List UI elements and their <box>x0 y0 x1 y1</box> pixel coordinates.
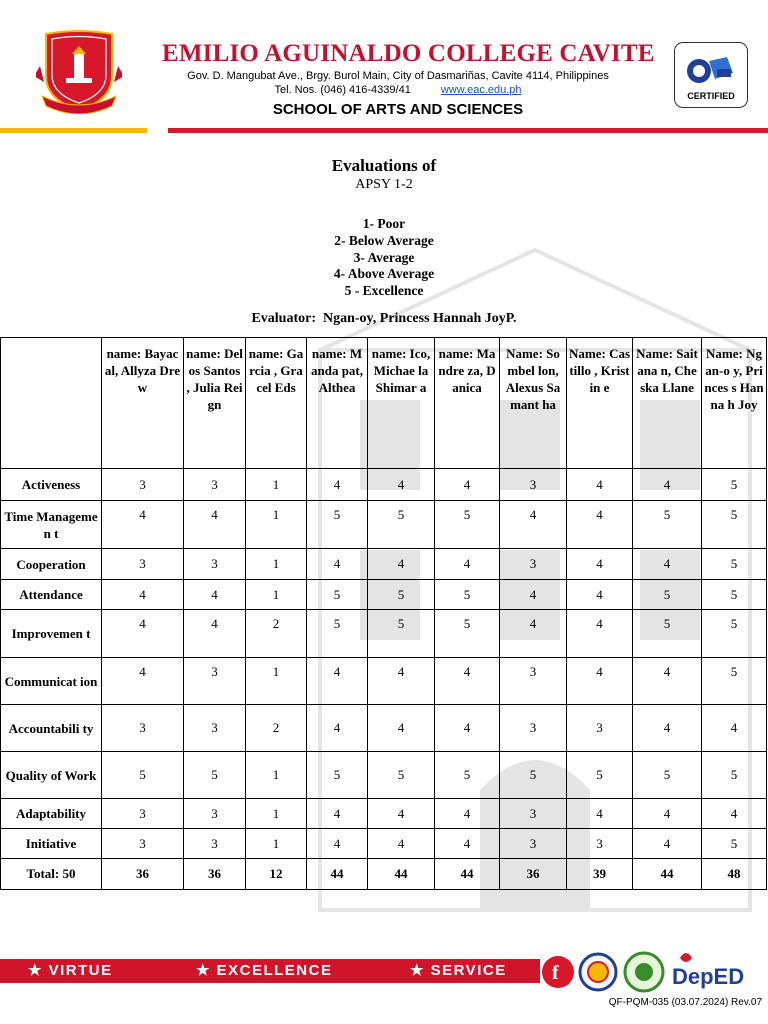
legend-item: 5 - Excellence <box>344 283 424 299</box>
score-cell: 4 <box>102 610 184 658</box>
score-cell: 3 <box>500 469 567 501</box>
government-seal-icon <box>580 954 616 990</box>
student-column-header: name: Mandre za, Danica <box>435 338 500 469</box>
score-cell: 4 <box>567 469 633 501</box>
score-cell: 4 <box>368 658 435 705</box>
value-service: ★ SERVICE <box>410 962 507 979</box>
deped-logo-icon <box>672 953 744 989</box>
score-cell: 4 <box>307 799 368 829</box>
table-row <box>1 658 767 705</box>
value-virtue: ★ VIRTUE <box>28 962 113 979</box>
deped-wordmark: DepED <box>672 964 745 989</box>
score-cell: 4 <box>184 501 246 549</box>
table-row <box>1 610 767 658</box>
score-cell: 3 <box>102 799 184 829</box>
college-seal-logo <box>36 30 122 114</box>
score-cell: 4 <box>435 705 500 752</box>
score-cell: 5 <box>702 580 767 610</box>
score-cell: 3 <box>184 829 246 859</box>
score-cell: 3 <box>500 829 567 859</box>
rating-legend <box>0 216 768 300</box>
score-cell: 3 <box>102 829 184 859</box>
score-cell: 1 <box>246 752 307 799</box>
legend-item: 3- Average <box>353 249 415 265</box>
score-cell: 5 <box>702 658 767 705</box>
score-cell: 3 <box>500 799 567 829</box>
table-row <box>1 580 767 610</box>
score-cell: 3 <box>184 549 246 580</box>
score-cell: 3 <box>184 469 246 501</box>
total-score: 39 <box>567 859 633 890</box>
student-column-header: Name: Saitana n, Cheska Llane <box>633 338 702 469</box>
school-seal-icon <box>625 953 663 991</box>
criterion-label: Improvemen t <box>1 610 102 658</box>
score-cell: 5 <box>633 580 702 610</box>
score-cell: 4 <box>184 580 246 610</box>
total-score: 48 <box>702 859 767 890</box>
college-name: EMILIO AGUINALDO COLLEGE CAVITE <box>162 40 655 67</box>
total-score: 36 <box>500 859 567 890</box>
evaluator-line: Evaluator: Ngan-oy, Princess Hannah JoyP. <box>251 311 517 326</box>
score-cell: 5 <box>702 469 767 501</box>
core-values-bar <box>0 959 540 983</box>
score-cell: 4 <box>567 658 633 705</box>
score-cell: 3 <box>184 799 246 829</box>
score-cell: 3 <box>184 705 246 752</box>
score-cell: 4 <box>435 799 500 829</box>
criterion-label: Communicat ion <box>1 658 102 705</box>
score-cell: 1 <box>246 829 307 859</box>
score-cell: 3 <box>567 829 633 859</box>
table-row <box>1 752 767 799</box>
score-cell: 5 <box>368 610 435 658</box>
score-cell: 4 <box>633 658 702 705</box>
score-cell: 5 <box>307 580 368 610</box>
score-cell: 4 <box>102 580 184 610</box>
certified-label: CERTIFIED <box>687 91 735 101</box>
school-name: SCHOOL OF ARTS AND SCIENCES <box>272 101 524 118</box>
score-cell: 1 <box>246 469 307 501</box>
score-cell: 1 <box>246 799 307 829</box>
total-score: 36 <box>102 859 184 890</box>
score-cell: 4 <box>435 658 500 705</box>
score-cell: 4 <box>500 501 567 549</box>
score-cell: 4 <box>633 705 702 752</box>
student-column-header: Name: Castillo , Kristin e <box>567 338 633 469</box>
legend-item: 1- Poor <box>362 216 406 231</box>
score-cell: 5 <box>702 752 767 799</box>
certified-badge <box>674 42 748 108</box>
score-cell: 5 <box>633 610 702 658</box>
score-cell: 5 <box>184 752 246 799</box>
score-cell: 5 <box>307 501 368 549</box>
score-cell: 1 <box>246 549 307 580</box>
evaluation-table <box>0 337 767 890</box>
score-cell: 5 <box>368 501 435 549</box>
score-cell: 5 <box>368 580 435 610</box>
header-corner-cell <box>1 338 102 469</box>
form-code: QF-PQM-035 (03.07.2024) Rev.07 <box>608 997 762 1008</box>
score-cell: 4 <box>567 610 633 658</box>
table-row <box>1 705 767 752</box>
score-cell: 4 <box>307 705 368 752</box>
table-row <box>1 501 767 549</box>
criterion-label: Adaptability <box>1 799 102 829</box>
eac-f-logo-icon <box>542 956 574 988</box>
score-cell: 4 <box>633 799 702 829</box>
table-row <box>1 829 767 859</box>
total-score: 44 <box>435 859 500 890</box>
table-row <box>1 469 767 501</box>
score-cell: 3 <box>102 469 184 501</box>
student-column-header: name: Bayacal, Allyza Drew <box>102 338 184 469</box>
document-title: Evaluations of <box>331 156 437 175</box>
score-cell: 2 <box>246 705 307 752</box>
score-cell: 5 <box>435 580 500 610</box>
total-label: Total: 50 <box>1 859 102 890</box>
score-cell: 5 <box>368 752 435 799</box>
criterion-label: Initiative <box>1 829 102 859</box>
total-score: 36 <box>184 859 246 890</box>
value-excellence: ★ EXCELLENCE <box>196 962 333 979</box>
score-cell: 3 <box>102 549 184 580</box>
score-cell: 3 <box>500 705 567 752</box>
total-score: 12 <box>246 859 307 890</box>
website-link[interactable]: www.eac.edu.ph <box>440 84 522 96</box>
score-cell: 1 <box>246 501 307 549</box>
score-cell: 5 <box>435 610 500 658</box>
score-cell: 4 <box>702 799 767 829</box>
score-cell: 4 <box>102 501 184 549</box>
score-cell: 5 <box>307 752 368 799</box>
svg-text:f: f <box>552 962 559 984</box>
score-cell: 4 <box>567 580 633 610</box>
score-cell: 4 <box>500 580 567 610</box>
criterion-label: Cooperation <box>1 549 102 580</box>
student-column-header: name: Manda pat, Althea <box>307 338 368 469</box>
header-accent-red <box>168 128 768 133</box>
score-cell: 4 <box>368 829 435 859</box>
score-cell: 3 <box>500 658 567 705</box>
score-cell: 1 <box>246 580 307 610</box>
header-accent-yellow <box>0 128 147 133</box>
score-cell: 5 <box>435 501 500 549</box>
score-cell: 4 <box>702 705 767 752</box>
student-column-header: name: Delos Santos , Julia Reign <box>184 338 246 469</box>
score-cell: 4 <box>368 705 435 752</box>
score-cell: 5 <box>567 752 633 799</box>
table-header-row <box>1 338 767 469</box>
section-name: APSY 1-2 <box>355 177 413 192</box>
score-cell: 4 <box>500 610 567 658</box>
score-cell: 5 <box>702 829 767 859</box>
partner-logos <box>540 946 768 996</box>
score-cell: 5 <box>702 549 767 580</box>
score-cell: 5 <box>702 501 767 549</box>
score-cell: 2 <box>246 610 307 658</box>
score-cell: 5 <box>435 752 500 799</box>
total-score: 44 <box>368 859 435 890</box>
student-column-header: name: Garcia , Gracel Eds <box>246 338 307 469</box>
score-cell: 4 <box>567 799 633 829</box>
score-cell: 5 <box>633 501 702 549</box>
student-column-header: Name: Sombel lon, Alexus Samant ha <box>500 338 567 469</box>
score-cell: 4 <box>307 469 368 501</box>
score-cell: 4 <box>567 501 633 549</box>
score-cell: 4 <box>307 658 368 705</box>
score-cell: 5 <box>307 610 368 658</box>
score-cell: 4 <box>307 829 368 859</box>
total-row <box>1 859 767 890</box>
college-address: Gov. D. Mangubat Ave., Brgy. Burol Main, City of Dasmariñas, Cavite 4114, Philippines <box>187 70 609 82</box>
student-column-header: name: Ico, Michae la Shimar a <box>368 338 435 469</box>
score-cell: 5 <box>102 752 184 799</box>
score-cell: 4 <box>435 469 500 501</box>
total-score: 44 <box>633 859 702 890</box>
score-cell: 3 <box>500 549 567 580</box>
criterion-label: Activeness <box>1 469 102 501</box>
student-column-header: Name: Ngan-o y, Princes s Hanna h Joy <box>702 338 767 469</box>
score-cell: 4 <box>633 549 702 580</box>
score-cell: 4 <box>435 829 500 859</box>
score-cell: 3 <box>184 658 246 705</box>
score-cell: 1 <box>246 658 307 705</box>
criterion-label: Attendance <box>1 580 102 610</box>
legend-item: 4- Above Average <box>333 266 435 282</box>
score-rows <box>1 469 767 859</box>
score-cell: 4 <box>633 829 702 859</box>
score-cell: 4 <box>567 549 633 580</box>
score-cell: 5 <box>633 752 702 799</box>
score-cell: 4 <box>368 469 435 501</box>
criterion-label: Time Managemen t <box>1 501 102 549</box>
score-cell: 3 <box>567 705 633 752</box>
score-cell: 5 <box>702 610 767 658</box>
score-cell: 4 <box>307 549 368 580</box>
score-cell: 4 <box>368 799 435 829</box>
score-cell: 4 <box>368 549 435 580</box>
criterion-label: Accountabili ty <box>1 705 102 752</box>
contact-line <box>168 84 628 96</box>
score-cell: 5 <box>500 752 567 799</box>
telephone-numbers: Tel. Nos. (046) 416-4339/41 <box>274 84 411 96</box>
score-cell: 4 <box>184 610 246 658</box>
score-cell: 4 <box>633 469 702 501</box>
table-row <box>1 549 767 580</box>
score-cell: 3 <box>102 705 184 752</box>
total-score: 44 <box>307 859 368 890</box>
score-cell: 4 <box>435 549 500 580</box>
score-cell: 4 <box>102 658 184 705</box>
table-row <box>1 799 767 829</box>
criterion-label: Quality of Work <box>1 752 102 799</box>
legend-item: 2- Below Average <box>334 232 434 248</box>
